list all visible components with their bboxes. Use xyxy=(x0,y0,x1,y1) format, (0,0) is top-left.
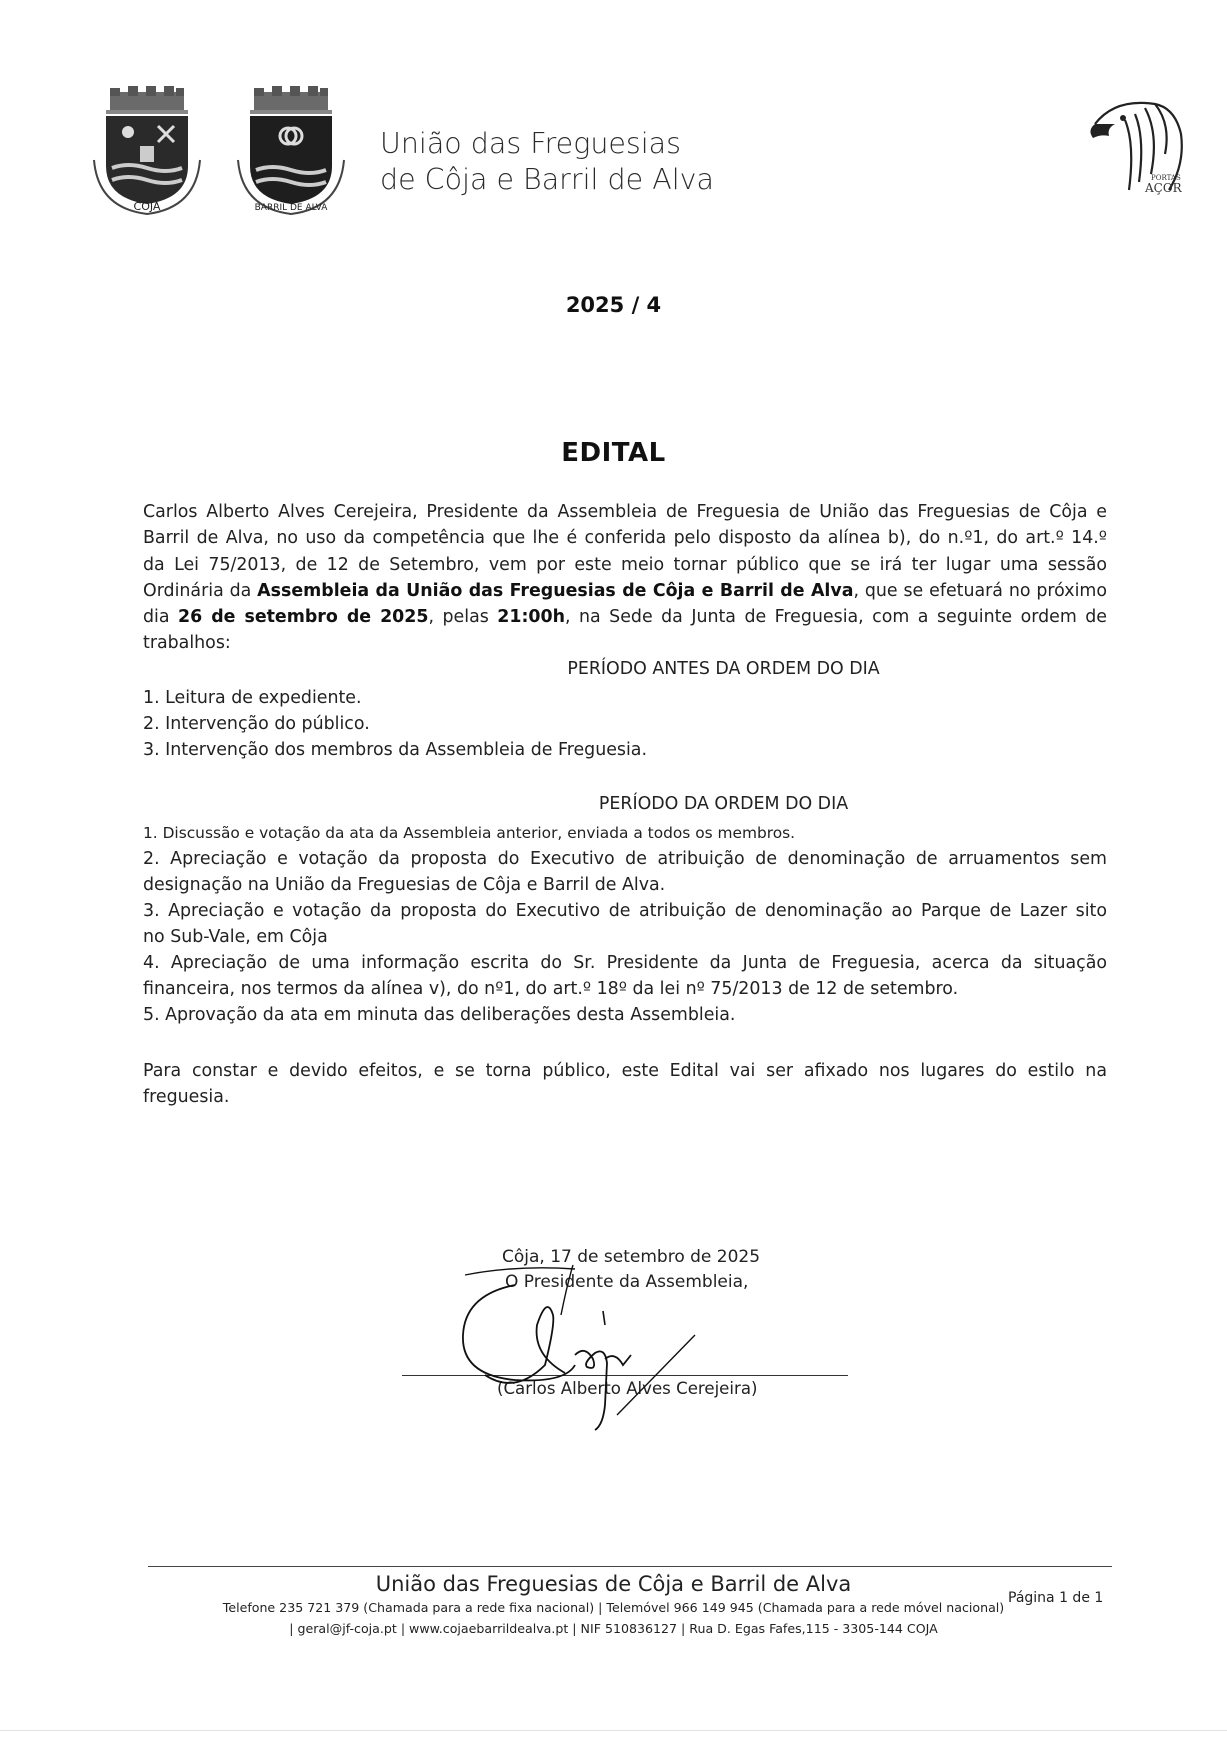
list-item: 2. Intervenção do público. xyxy=(143,714,370,734)
document-title: EDITAL xyxy=(561,438,666,468)
footer-contact-line: | geral@jf-coja.pt | www.cojaebarrildealva.pt | NIF 510836127 | Rua D. Egas Fafes,115 - 3305-144 COJA xyxy=(289,1621,938,1636)
signature-role: O Presidente da Assembleia, xyxy=(505,1272,749,1292)
section-before-agenda-list xyxy=(143,685,1103,763)
coja-crest-icon xyxy=(88,86,206,216)
barril-de-alva-crest-icon xyxy=(232,86,350,216)
intro-line: trabalhos: xyxy=(143,633,231,654)
logo-text-acor: AÇOR xyxy=(1145,181,1182,195)
section-agenda-list xyxy=(143,820,1107,1028)
handwritten-signature-icon xyxy=(455,1255,745,1445)
footer-divider xyxy=(148,1566,1112,1567)
assembly-name-bold: Assembleia da União das Freguesias de Côja e Barril de Alva xyxy=(257,580,854,601)
signature-place-date: Côja, 17 de setembro de 2025 xyxy=(502,1247,761,1267)
list-item: 3. Apreciação e votação da proposta do Executivo de atribuição de denominação ao Parque de Lazer sito xyxy=(143,901,1107,921)
list-item-continuation: no Sub-Vale, em Côja xyxy=(143,927,328,947)
intro-line: Barril de Alva, no uso da competência que lhe é conferida pelo disposto da alínea b), do n.º1, do art.º 14.º xyxy=(143,528,1107,549)
page-number: Página 1 de 1 xyxy=(1008,1590,1104,1606)
closing-paragraph xyxy=(143,1058,1107,1111)
organization-title xyxy=(380,126,714,198)
footer-phone-line: Telefone 235 721 379 (Chamada para a rede fixa nacional) | Telemóvel 966 149 945 (Chamada para a rede móvel nacional) xyxy=(222,1600,1005,1615)
list-item: 1. Discussão e votação da ata da Assembleia anterior, enviada a todos os membros. xyxy=(143,824,796,842)
barril-crest-label: BARRIL DE ALVA xyxy=(254,203,328,213)
intro-paragraph xyxy=(143,499,1107,657)
footer-organization: União das Freguesias de Côja e Barril de Alva xyxy=(375,1572,852,1596)
intro-line: Ordinária da Assembleia da União das Freguesias de Côja e Barril de Alva, que se efetuará no próximo xyxy=(143,580,1107,601)
scan-edge-line xyxy=(0,1730,1227,1731)
session-date-bold: 26 de setembro de 2025 xyxy=(178,607,429,628)
session-time-bold: 21:00h xyxy=(497,607,566,628)
list-item: 2. Apreciação e votação da proposta do Executivo de atribuição de denominação de arruamentos sem xyxy=(143,849,1107,869)
section-before-agenda-heading: PERÍODO ANTES DA ORDEM DO DIA xyxy=(567,659,880,679)
portas-acor-eagle-logo-icon xyxy=(1085,94,1187,202)
org-title-line2: de Côja e Barril de Alva xyxy=(380,163,714,196)
closing-line: freguesia. xyxy=(143,1087,230,1108)
list-item: 3. Intervenção dos membros da Assembleia de Freguesia. xyxy=(143,740,647,760)
signatory-name: (Carlos Alberto Alves Cerejeira) xyxy=(497,1379,758,1398)
org-title-line1: União das Freguesias xyxy=(380,127,681,160)
document-number: 2025 / 4 xyxy=(565,293,662,317)
intro-line: da Lei 75/2013, de 12 de Setembro, vem por este meio tornar público que se irá ter lugar uma sessão xyxy=(143,554,1107,575)
list-item-continuation: designação na União da Freguesias de Côja e Barril de Alva. xyxy=(143,875,666,895)
list-item: 4. Apreciação de uma informação escrita do Sr. Presidente da Junta de Freguesia, acerca da situação xyxy=(143,953,1107,973)
logo-text-portas: PORTAS xyxy=(1151,174,1181,182)
section-agenda-heading: PERÍODO DA ORDEM DO DIA xyxy=(598,794,849,814)
intro-line: Carlos Alberto Alves Cerejeira, Presidente da Assembleia de Freguesia de União das Freguesias de Côja e xyxy=(143,502,1107,522)
closing-line: Para constar e devido efeitos, e se torna público, este Edital vai ser afixado nos lugares do estilo na xyxy=(143,1061,1107,1081)
coja-crest-label: COJA xyxy=(133,200,161,213)
intro-line: dia 26 de setembro de 2025, pelas 21:00h, na Sede da Junta de Freguesia, com a seguinte ordem de xyxy=(143,607,1107,628)
list-item-continuation: financeira, nos termos da alínea v), do nº1, do art.º 18º da lei nº 75/2013 de 12 de setembro. xyxy=(143,979,959,999)
list-item: 1. Leitura de expediente. xyxy=(143,688,362,708)
list-item: 5. Aprovação da ata em minuta das deliberações desta Assembleia. xyxy=(143,1005,736,1025)
